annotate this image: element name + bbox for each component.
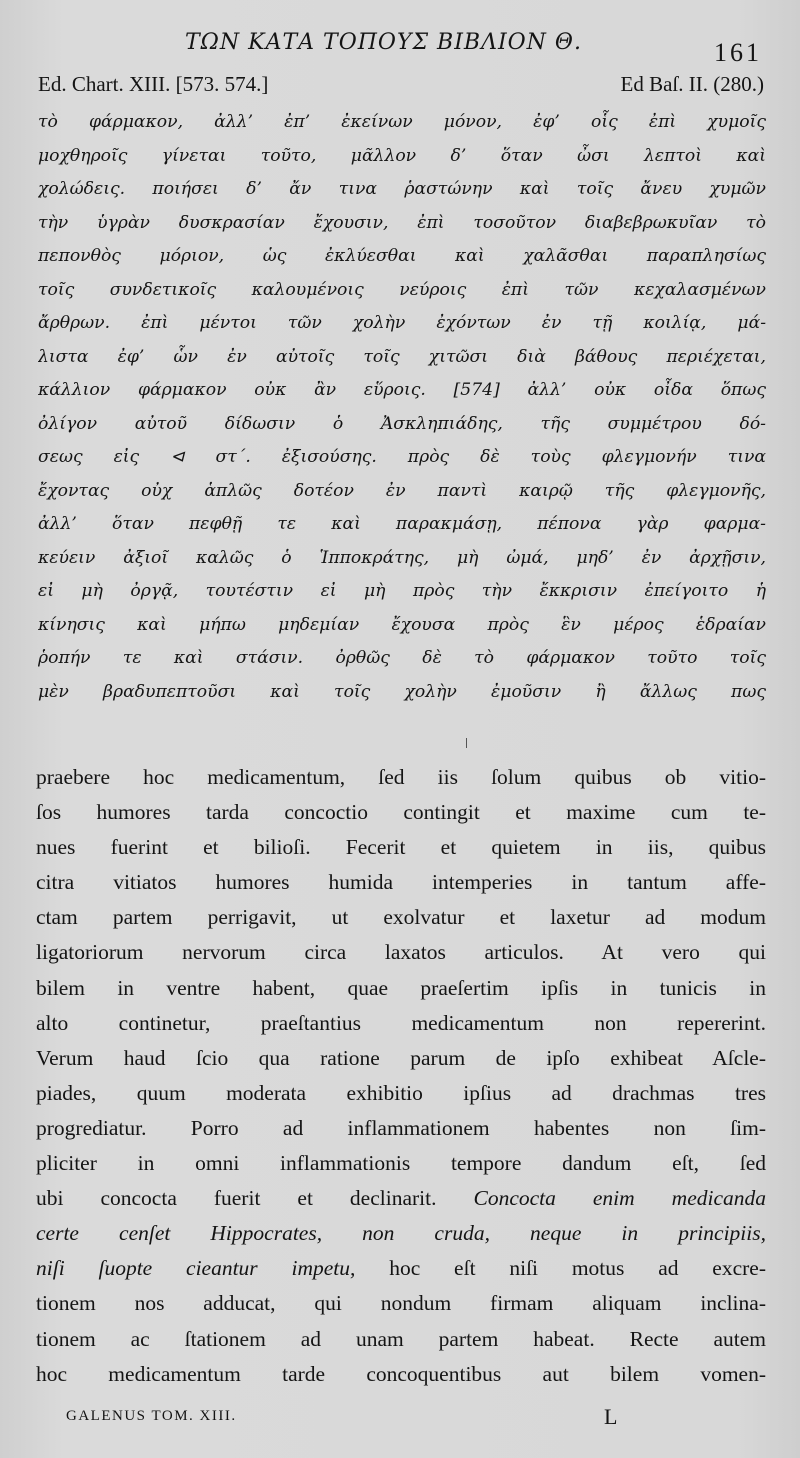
latin-line: ligatoriorum nervorum circa laxatos articulos. At vero qui bbox=[36, 940, 766, 965]
greek-line: πεπονθὸς μόριον, ὡς ἐκλύεσθαι καὶ χαλᾶσθαι παραπλησίως bbox=[38, 246, 766, 266]
greek-line: σεως εἰς ⊲ στ΄. ἐξισούσης. πρὸς δὲ τοὺς φλεγμονήν τινα bbox=[38, 447, 766, 467]
greek-line: κίνησις καὶ μήπω μηδεμίαν ἔχουσα πρὸς ἓν μέρος ἑδραίαν bbox=[38, 614, 766, 635]
latin-line: nues fuerint et bilioſi. Fecerit et quietem in iis, quibus bbox=[36, 835, 766, 860]
latin-line: progrediatur. Porro ad inflammationem habentes non ſim- bbox=[36, 1115, 766, 1140]
greek-line: ἄρθρων. ἐπὶ μέντοι τῶν χολὴν ἐχόντων ἐν τῇ κοιλίᾳ, μά- bbox=[38, 313, 766, 333]
running-title: ΤΩΝ ΚΑΤΑ ΤΟΠΟΥΣ ΒΙΒΛΙΟΝ Θ. bbox=[185, 30, 582, 55]
latin-line: piades, quum moderata exhibitio ipſius ad drachmas tres bbox=[36, 1080, 766, 1105]
greek-line: κεύειν ἀξιοῖ καλῶς ὁ Ἱπποκράτης, μὴ ὠμά, μηδ’ ἐν ἀρχῇσιν, bbox=[38, 547, 766, 568]
greek-line: τὸ φάρμακον, ἀλλ’ ἐπ’ ἐκείνων μόνον, ἐφ’ οἷς ἐπὶ χυμοῖς bbox=[38, 112, 766, 132]
stray-mark bbox=[466, 738, 467, 748]
latin-line: hoc medicamentum tarde concoquentibus aut bilem vomen- bbox=[36, 1361, 766, 1386]
greek-line: μὲν βραδυπεπτοῦσι καὶ τοῖς χολὴν ἐμοῦσιν ἢ ἄλλως πως bbox=[38, 681, 766, 702]
greek-line: χολώδεις. ποιήσει δ’ ἄν τινα ῥαστώνην καὶ τοῖς ἄνευ χυμῶν bbox=[38, 179, 766, 199]
greek-line: κάλλιον φάρμακον οὐκ ἂν εὕροις. [574] ἀλλ’ οὐκ οἶδα ὅπως bbox=[38, 380, 766, 400]
running-head bbox=[0, 30, 800, 66]
printer-signature: GALENUS TOM. XIII. bbox=[66, 1408, 237, 1424]
greek-line: μοχθηροῖς γίνεται τοῦτο, μᾶλλον δ’ ὅταν ὦσι λεπτοὶ καὶ bbox=[38, 145, 766, 166]
latin-line: Verum haud ſcio qua ratione parum de ipſo exhibeat Aſcle- bbox=[36, 1045, 766, 1070]
latin-line: bilem in ventre habent, quae praeſertim ipſis in tunicis in bbox=[36, 975, 766, 1000]
greek-line: τοῖς συνδετικοῖς καλουμένοις νεύροις ἐπὶ τῶν κεχαλασμένων bbox=[38, 279, 766, 300]
latin-line: pliciter in omni inflammationis tempore dandum eſt, ſed bbox=[36, 1151, 766, 1176]
greek-line: ῥοπήν τε καὶ στάσιν. ὀρθῶς δὲ τὸ φάρμακον τοῦτο τοῖς bbox=[38, 648, 766, 668]
latin-segment-italic: niſi ſuopte cieantur impetu, bbox=[36, 1256, 356, 1281]
edition-chartier: Ed. Chart. XIII. [573. 574.] bbox=[38, 72, 269, 96]
greek-line: τὴν ὑγρὰν δυσκρασίαν ἔχουσιν, ἐπὶ τοσοῦτον διαβεβρωκυῖαν τὸ bbox=[38, 212, 766, 233]
edition-references bbox=[38, 72, 764, 102]
latin-line: praebere hoc medicamentum, ſed iis ſolum quibus ob vitio- bbox=[36, 765, 766, 789]
latin-line: tionem nos adducat, qui nondum firmam aliquam inclina- bbox=[36, 1291, 766, 1316]
page-footer bbox=[36, 1404, 766, 1430]
latin-line-mixed bbox=[36, 1251, 766, 1286]
latin-line: citra vitiatos humores humida intemperies in tantum affe- bbox=[36, 870, 766, 895]
latin-segment-roman: ubi concocta fuerit et declinarit. bbox=[36, 1186, 437, 1211]
latin-line: ſos humores tarda concoctio contingit et maxime cum te- bbox=[36, 800, 766, 825]
edition-basel: Ed Baſ. II. (280.) bbox=[620, 72, 764, 96]
greek-line: ἀλλ’ ὅταν πεφθῇ τε καὶ παρακμάσῃ, πέπονα γὰρ φαρμα- bbox=[38, 514, 766, 534]
latin-line: ctam partem perrigavit, ut exolvatur et laxetur ad modum bbox=[36, 905, 766, 930]
latin-line: tionem ac ſtationem ad unam partem habeat. Recte autem bbox=[36, 1326, 766, 1351]
greek-line: ἔχοντας οὐχ ἁπλῶς δοτέον ἐν παντὶ καιρῷ τῆς φλεγμονῆς, bbox=[38, 480, 766, 501]
latin-line-italic: certe cenſet Hippocrates, non cruda, neque in principiis, bbox=[36, 1221, 766, 1246]
latin-text bbox=[36, 760, 766, 1392]
latin-segment-italic: Concocta enim medicanda bbox=[473, 1186, 766, 1211]
latin-line-mixed bbox=[36, 1181, 766, 1216]
latin-segment-roman: hoc eſt niſi motus ad excre- bbox=[389, 1256, 766, 1281]
greek-line: εἰ μὴ ὀργᾷ, τουτέστιν εἰ μὴ πρὸς τὴν ἔκκρισιν ἐπείγοιτο ἡ bbox=[38, 581, 766, 601]
signature-mark: L bbox=[604, 1404, 618, 1429]
greek-line: ὀλίγον αὐτοῦ δίδωσιν ὁ Ἀσκληπιάδης, τῆς συμμέτρου δό- bbox=[38, 413, 766, 434]
greek-line: λιστα ἐφ’ ὧν ἐν αὐτοῖς τοῖς χιτῶσι διὰ βάθους περιέχεται, bbox=[38, 346, 766, 367]
greek-text bbox=[38, 106, 766, 709]
latin-line: alto continetur, praeſtantius medicamentum non repererint. bbox=[36, 1010, 766, 1035]
page-number: 161 bbox=[714, 38, 762, 67]
